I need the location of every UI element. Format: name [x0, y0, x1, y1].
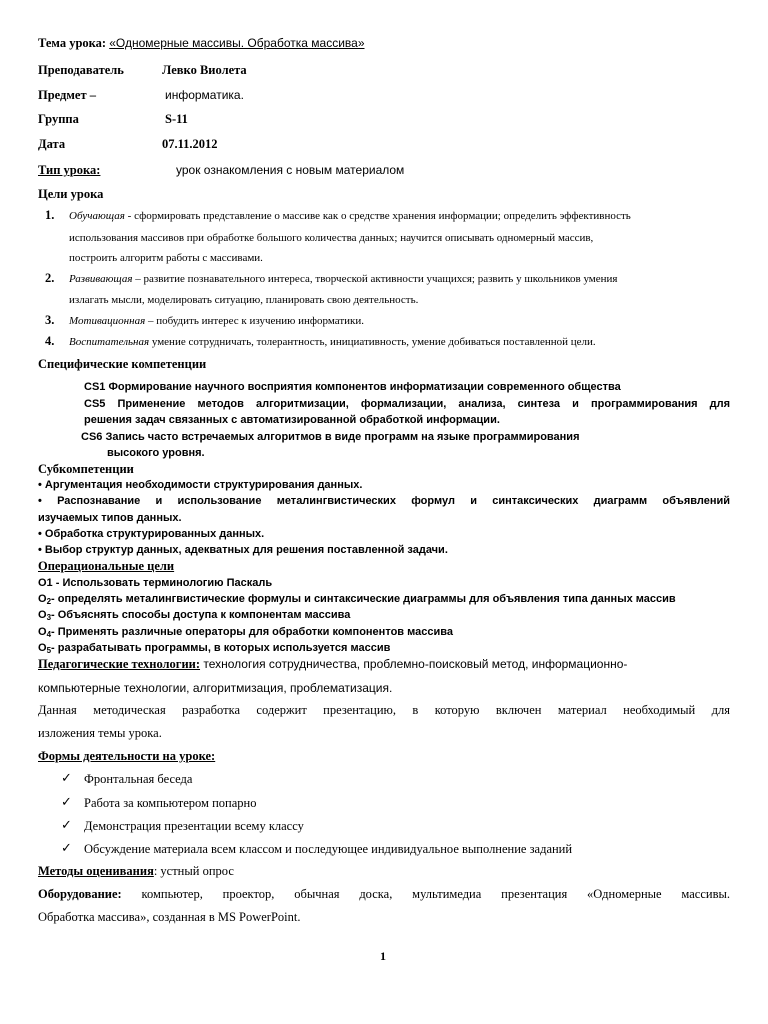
- goal-1-text1: - сформировать представление о массиве как о средстве хранения информации; определить эффективность: [124, 210, 631, 222]
- goals-title: Цели урока: [38, 187, 104, 201]
- equipment-line2: Обработка массива», созданная в MS PowerPoint.: [38, 910, 301, 924]
- activity-item-1: Фронтальная беседа: [84, 772, 193, 786]
- goal-4-lead: Воспитательная: [69, 336, 150, 348]
- goal-2-text1: – развитие познавательного интереса, творческой активности учащихся; развить у школьников умения: [132, 273, 618, 285]
- topic-value: «Одномерные массивы. Обработка массива»: [109, 36, 365, 50]
- o3-prefix: O: [38, 609, 47, 621]
- teacher-label: Преподаватель: [38, 63, 124, 77]
- topic-line: [38, 35, 365, 51]
- goal-2-line1: [69, 271, 617, 287]
- goal-4-line1: [69, 334, 596, 350]
- type-label: Тип урока:: [38, 163, 101, 177]
- goal-3-text1: – побудить интерес к изучению информатики.: [145, 315, 365, 327]
- o5-prefix: O: [38, 642, 47, 654]
- evaluation-line: [38, 863, 234, 879]
- o4-sub: 4: [46, 630, 52, 639]
- o5-text: - разрабатывать программы, в которых используется массив: [51, 642, 391, 654]
- goal-4-text1: умение сотрудничать, толерантность, инициативность, умение добиваться поставленной цели.: [149, 336, 596, 348]
- competences-title: Специфические компетенции: [38, 357, 207, 371]
- topic-label: Тема урока:: [38, 36, 107, 50]
- subject-value: информатика.: [165, 88, 244, 102]
- subcompetences-title: Субкомпетенции: [38, 462, 134, 476]
- check-icon: ✓: [61, 794, 72, 809]
- goal-2-lead: Развивающая: [69, 273, 133, 285]
- subject-label: Предмет –: [38, 88, 96, 102]
- evaluation-value: : устный опрос: [153, 864, 234, 878]
- pedagogy-text1: технология сотрудничества, проблемно-поисковый метод, информационно-: [200, 657, 628, 671]
- date-value: 07.11.2012: [162, 137, 218, 151]
- activity-forms-title: Формы деятельности на уроке:: [38, 749, 216, 763]
- cs5-line1: CS5 Применение методов алгоритмизации, формализации, анализа, синтеза и программирования для: [84, 398, 730, 410]
- group-value: S-11: [165, 112, 188, 126]
- subcompetence-4: • Выбор структур данных, адекватных для решения поставленной задачи.: [38, 544, 448, 556]
- o2-text: - определять металингвистические формулы и синтаксические диаграммы для объявления типа данных массив: [51, 593, 676, 605]
- pedagogy-line2: компьютерные технологии, алгоритмизация, проблематизация.: [38, 681, 393, 695]
- equipment-line1: [38, 886, 730, 902]
- pedagogy-label: Педагогические технологии:: [38, 657, 201, 671]
- type-value: урок ознакомления с новым материалом: [176, 163, 405, 177]
- o2-sub: 2: [46, 597, 52, 606]
- goal-num-4: 4.: [45, 334, 55, 348]
- equipment-label: Оборудование:: [38, 887, 122, 901]
- group-label: Группа: [38, 112, 79, 126]
- cs6-line2: высокого уровня.: [107, 447, 205, 459]
- o4-prefix: O: [38, 626, 47, 638]
- activity-item-4: Обсуждение материала всем классом и последующее индивидуальное выполнение заданий: [84, 842, 573, 856]
- operational-title: Операциональные цели: [38, 559, 175, 573]
- check-icon: ✓: [61, 817, 72, 832]
- o4-text: - Применять различные операторы для обработки компонентов массива: [51, 626, 453, 638]
- cs5-line2: решения задач связанных с автоматизированной обработкой информации.: [84, 414, 500, 426]
- activity-item-3: Демонстрация презентации всему классу: [84, 819, 304, 833]
- pedagogy-line1: [38, 656, 627, 672]
- method-note-line2: изложения темы урока.: [38, 726, 162, 740]
- o5-sub: 5: [46, 646, 52, 655]
- goal-1-line1: [69, 208, 631, 224]
- cs1-line: CS1 Формирование научного восприятия компонентов информатизации современного общества: [84, 381, 621, 393]
- equipment-text1: компьютер, проектор, обычная доска, мультимедиа презентация «Одномерные массивы.: [121, 887, 730, 901]
- goal-2-line2: излагать мысли, моделировать ситуацию, планировать свою деятельность.: [69, 294, 419, 306]
- teacher-value: Левко Виолета: [162, 63, 247, 77]
- operational-o1: O1 - Использовать терминологию Паскаль: [38, 577, 273, 589]
- page-number: 1: [380, 949, 386, 963]
- subcompetence-2-line1: • Распознавание и использование металингвистических формул и синтаксических диаграмм объявлений: [38, 495, 730, 507]
- o3-text: - Объяснять способы доступа к компонентам массива: [51, 609, 351, 621]
- subcompetence-2-line2: изучаемых типов данных.: [38, 512, 182, 524]
- check-icon: ✓: [61, 840, 72, 855]
- goal-num-3: 3.: [45, 313, 55, 327]
- subcompetence-3: • Обработка структурированных данных.: [38, 528, 265, 540]
- date-label: Дата: [38, 137, 66, 151]
- evaluation-label: Методы оценивания: [38, 864, 154, 878]
- goal-3-lead: Мотивационная: [69, 315, 146, 327]
- goal-num-1: 1.: [45, 208, 55, 222]
- goal-3-line1: [69, 313, 364, 329]
- check-icon: ✓: [61, 770, 72, 785]
- o3-sub: 3: [46, 613, 52, 622]
- method-note-line1: Данная методическая разработка содержит презентацию, в которую включен материал необходимый для: [38, 703, 730, 717]
- subcompetence-1: • Аргументация необходимости структурирования данных.: [38, 479, 363, 491]
- goal-1-line3: построить алгоритм работы с массивами.: [69, 252, 263, 264]
- goal-1-lead: Обучающая: [69, 210, 125, 222]
- goal-1-line2: использования массивов при обработке большого количества данных; научится описывать одномерный массив,: [69, 232, 594, 244]
- o2-prefix: O: [38, 593, 47, 605]
- cs6-line1: CS6 Запись часто встречаемых алгоритмов в виде программ на языке программирования: [81, 431, 580, 443]
- goal-num-2: 2.: [45, 271, 55, 285]
- activity-item-2: Работа за компьютером попарно: [84, 796, 257, 810]
